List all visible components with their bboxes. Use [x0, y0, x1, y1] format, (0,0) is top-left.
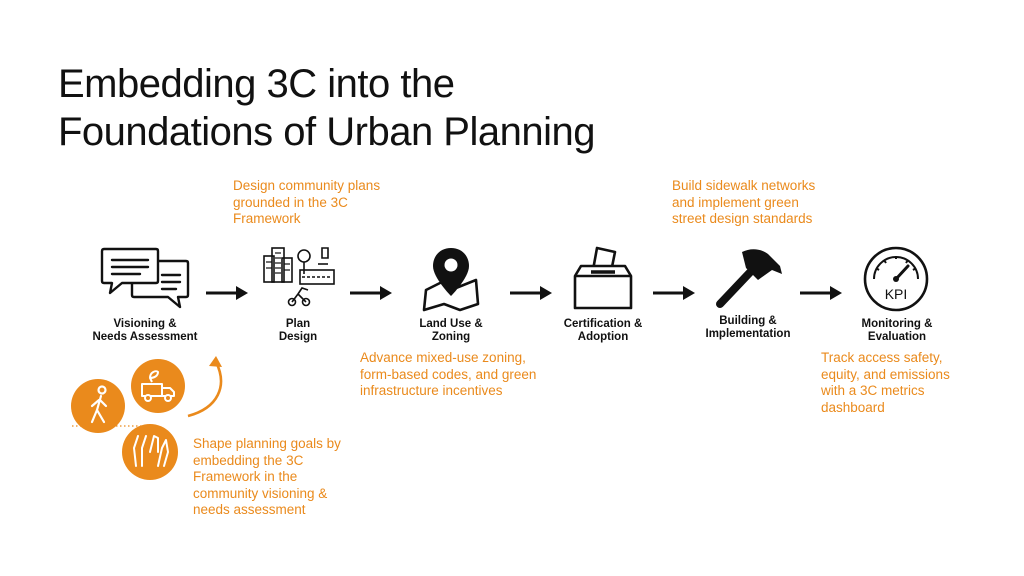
flow-arrow-4	[653, 286, 695, 305]
step-visioning-label: Visioning & Needs Assessment	[92, 318, 198, 343]
pedestrian-icon	[71, 379, 125, 433]
title-line-1: Embedding 3C into the	[58, 62, 455, 106]
page-title	[58, 60, 595, 156]
curved-arrow-icon	[188, 362, 221, 416]
visioning-description: Shape planning goals by embedding the 3C Framework in the community visioning & needs assessment	[193, 436, 341, 517]
speech-bubbles-icon	[100, 247, 190, 314]
city-plan-icon	[262, 244, 336, 313]
step-certification-label: Certification & Adoption	[563, 318, 643, 343]
flow-arrow-3	[510, 286, 552, 305]
flow-arrow-5	[800, 286, 842, 305]
step-monitoring-label: Monitoring & Evaluation	[861, 318, 933, 343]
raised-hands-icon	[122, 424, 178, 480]
flow-arrow-2	[350, 286, 392, 305]
step-land-use-label: Land Use & Zoning	[419, 318, 483, 343]
plan-design-description: Design community plans grounded in the 3C Framework	[233, 178, 381, 226]
delivery-truck-icon	[131, 359, 185, 413]
step-building-label: Building & Implementation	[705, 315, 791, 340]
kpi-text: KPI	[884, 286, 908, 302]
title-line-2: Foundations of Urban Planning	[58, 110, 595, 154]
kpi-gauge-icon	[862, 246, 930, 317]
visioning-illustration	[68, 356, 238, 491]
monitoring-description: Track access safety, equity, and emissions with a 3C metrics dashboard	[821, 350, 950, 415]
flow-arrow-1	[206, 286, 248, 305]
land-use-description: Advance mixed-use zoning, form-based codes, and green infrastructure incentives	[360, 350, 537, 398]
building-description: Build sidewalk networks and implement green street design standards	[672, 178, 816, 226]
map-pin-icon	[420, 246, 482, 317]
ballot-box-icon	[573, 246, 633, 315]
hammer-icon	[712, 246, 784, 315]
step-plan-design-label: Plan Design	[278, 318, 318, 343]
